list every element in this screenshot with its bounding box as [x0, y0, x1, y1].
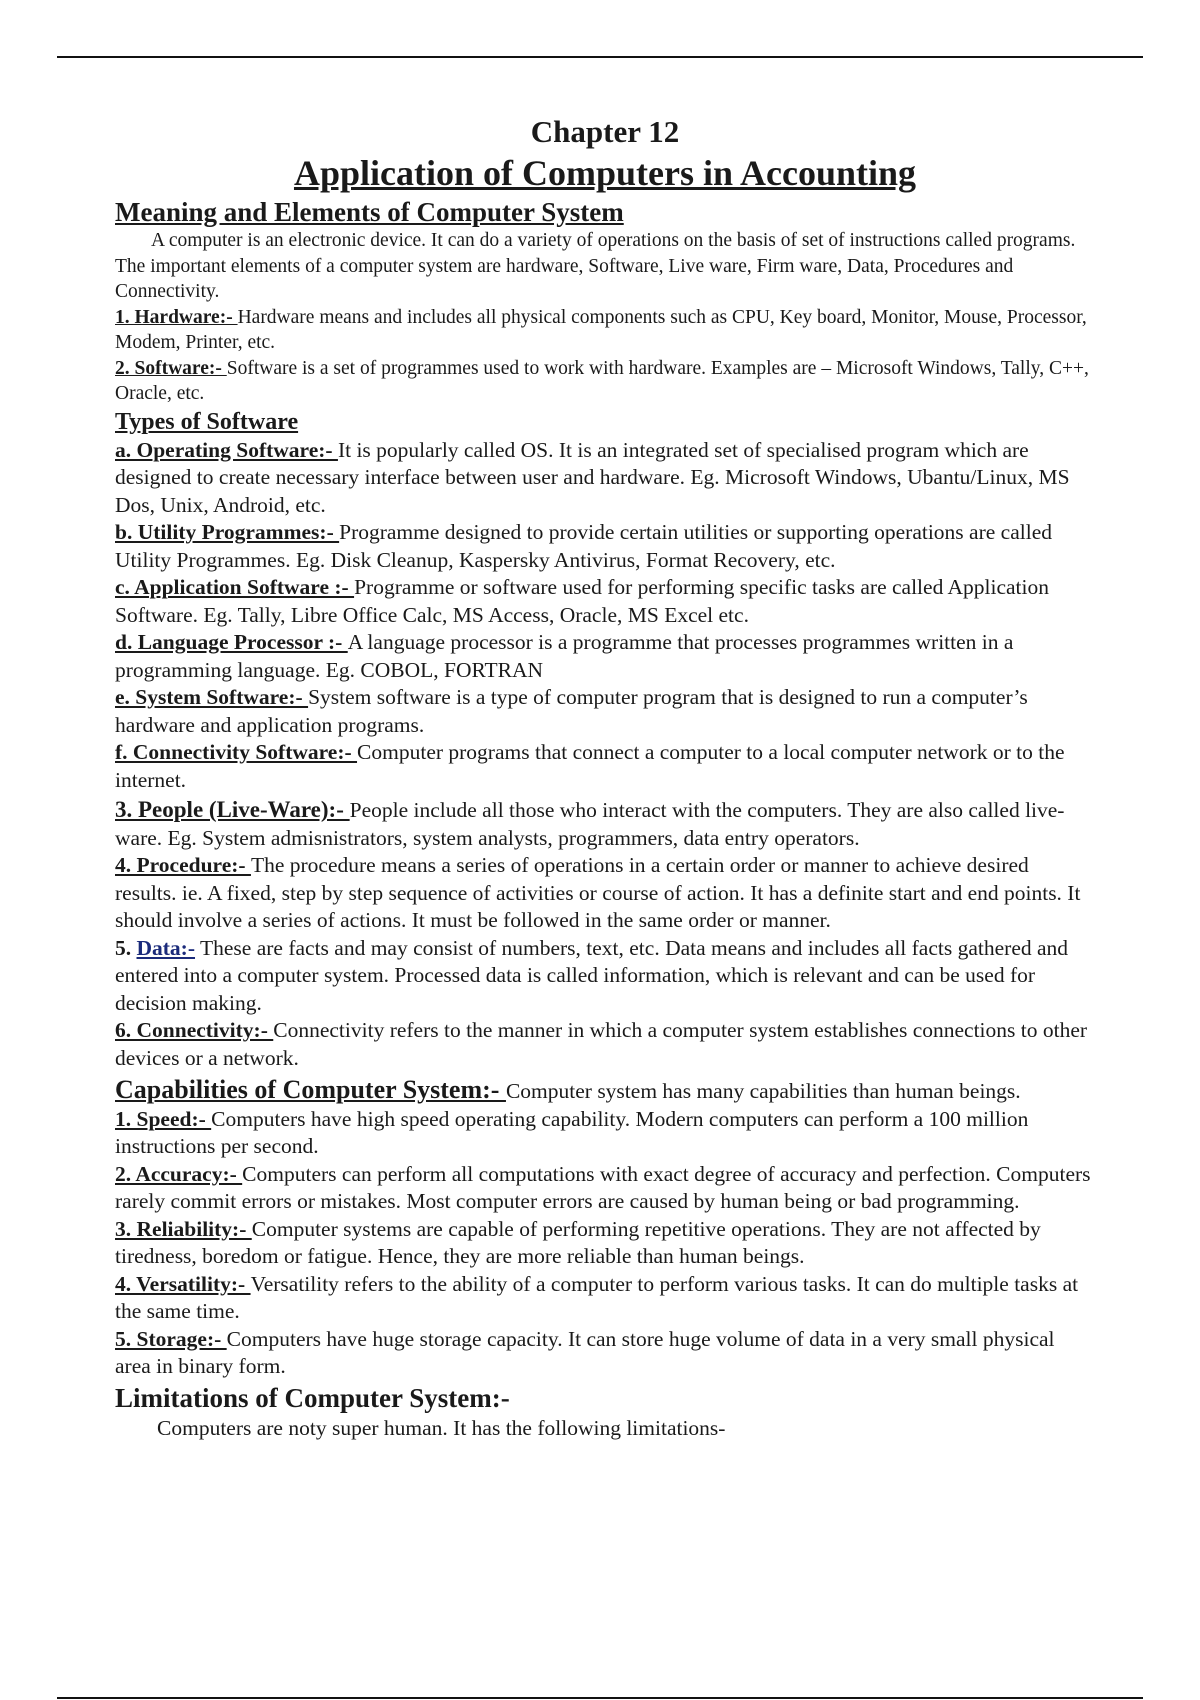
- section-heading-capabilities: Capabilities of Computer System:-: [115, 1075, 506, 1104]
- item-text: Versatility refers to the ability of a computer to perform various tasks. It can do multiple tasks at the same time.: [115, 1271, 1079, 1323]
- capability-reliability: [115, 1216, 1095, 1271]
- item-label: 1. Hardware:-: [115, 306, 238, 328]
- type-application-software: [115, 574, 1095, 629]
- section-heading-meaning: Meaning and Elements of Computer System: [115, 197, 624, 227]
- item-label: f. Connectivity Software:-: [115, 740, 358, 764]
- type-system-software: [115, 684, 1095, 739]
- item-label: e. System Software:-: [115, 685, 309, 709]
- document-page: [115, 112, 1095, 1442]
- type-operating-software: [115, 437, 1095, 520]
- item-text: These are facts and may consist of numbers, text, etc. Data means and includes all facts gathered and entered into a computer system. Processed data is called information, which is relevant and can be used for decision making.: [115, 935, 1069, 1015]
- item-number: 5.: [115, 935, 137, 960]
- item-software: [115, 356, 1095, 407]
- item-text: Connectivity refers to the manner in which a computer system establishes connections to other devices or a network.: [115, 1018, 1088, 1070]
- item-data: [115, 935, 1095, 1018]
- item-label: 1. Speed:-: [115, 1106, 212, 1131]
- type-utility-programmes: [115, 519, 1095, 574]
- item-label: c. Application Software :-: [115, 575, 355, 599]
- item-text: Computer systems are capable of performing repetitive operations. They are not affected by tiredness, boredom or fatigue. Hence, they are more reliable than human beings.: [115, 1216, 1041, 1268]
- item-text: The procedure means a series of operations in a certain order or manner to achieve desired results. ie. A fixed, step by step sequence of activities or course of action. It has a definite start and end points. It should involve a series of actions. It must be followed in the same order or manner.: [115, 853, 1081, 932]
- type-language-processor: [115, 629, 1095, 684]
- capability-storage: [115, 1326, 1095, 1381]
- top-rule: [57, 56, 1143, 58]
- item-connectivity: [115, 1017, 1095, 1072]
- item-text: Programme designed to provide certain utilities or supporting operations are called Utility Programmes. Eg. Disk Cleanup, Kaspersky Antivirus, Format Recovery, etc.: [115, 520, 1052, 572]
- item-text: People include all those who interact with the computers. They are also called live-ware. Eg. System admisnistrators, system analysts, programmers, data entry operators.: [115, 798, 1065, 850]
- limitations-intro: Computers are noty super human. It has the following limitations-: [157, 1415, 726, 1440]
- item-hardware: [115, 305, 1095, 356]
- item-text: Computers have high speed operating capability. Modern computers can perform a 100 million instructions per second.: [115, 1106, 1029, 1158]
- item-label: 3. Reliability:-: [115, 1216, 252, 1241]
- chapter-number: Chapter 12: [530, 114, 680, 149]
- item-text: Computers can perform all computations with exact degree of accuracy and perfection. Computers rarely commit errors or mistakes. Most computer errors are caused by human being or bad programming.: [115, 1161, 1091, 1213]
- item-label: 4. Versatility:-: [115, 1271, 251, 1296]
- item-label: d. Language Processor :-: [115, 630, 348, 654]
- capability-accuracy: [115, 1161, 1095, 1216]
- capabilities-intro: Computer system has many capabilities than human beings.: [505, 1079, 1021, 1103]
- item-label: 4. Procedure:-: [115, 853, 251, 877]
- item-text: Computers have huge storage capacity. It can store huge volume of data in a very small physical area in binary form.: [115, 1326, 1055, 1378]
- intro-paragraph: A computer is an electronic device. It can do a variety of operations on the basis of set of instructions called programs. The important elements of a computer system are hardware, Software, Live ware, Firm ware, Data, Procedures and Connectivity.: [115, 230, 1076, 302]
- item-text: Programme or software used for performing specific tasks are called Application Software. Eg. Tally, Libre Office Calc, MS Access, Oracle, MS Excel etc.: [115, 575, 1050, 627]
- item-label: 5. Storage:-: [115, 1326, 227, 1351]
- item-procedure: [115, 852, 1095, 935]
- capability-speed: [115, 1106, 1095, 1161]
- item-label: 6. Connectivity:-: [115, 1018, 274, 1042]
- item-label: a. Operating Software:-: [115, 437, 338, 462]
- item-text: Computer programs that connect a computer to a local computer network or to the internet.: [115, 740, 1065, 792]
- section-heading-limitations: Limitations of Computer System:-: [115, 1382, 510, 1413]
- item-text: Hardware means and includes all physical components such as CPU, Key board, Monitor, Mouse, Processor, Modem, Printer, etc.: [115, 306, 1087, 353]
- item-people: [115, 796, 1095, 852]
- section-heading-types: Types of Software: [115, 408, 299, 435]
- item-text: A language processor is a programme that processes programmes written in a programming language. Eg. COBOL, FORTRAN: [115, 630, 1014, 682]
- item-label: 2. Accuracy:-: [115, 1161, 243, 1186]
- item-label: b. Utility Programmes:-: [115, 520, 340, 544]
- page-title: Application of Computers in Accounting: [293, 153, 917, 193]
- bottom-rule: [57, 1697, 1143, 1699]
- item-text: Software is a set of programmes used to work with hardware. Examples are – Microsoft Windows, Tally, C++, Oracle, etc.: [115, 357, 1089, 404]
- item-text: System software is a type of computer program that is designed to run a computer’s hardware and application programs.: [115, 685, 1028, 737]
- capabilities-block: [115, 1076, 1095, 1106]
- item-label: 3. People (Live-Ware):-: [115, 797, 350, 822]
- item-label: 2. Software:-: [115, 357, 227, 379]
- item-text: It is popularly called OS. It is an integrated set of specialised program which are designed to create necessary interface between user and hardware. Eg. Microsoft Windows, Ubantu/Linux, MS Dos, Unix, Android, etc.: [115, 437, 1070, 517]
- item-label: Data:-: [136, 935, 196, 960]
- type-connectivity-software: [115, 739, 1095, 794]
- capability-versatility: [115, 1271, 1095, 1326]
